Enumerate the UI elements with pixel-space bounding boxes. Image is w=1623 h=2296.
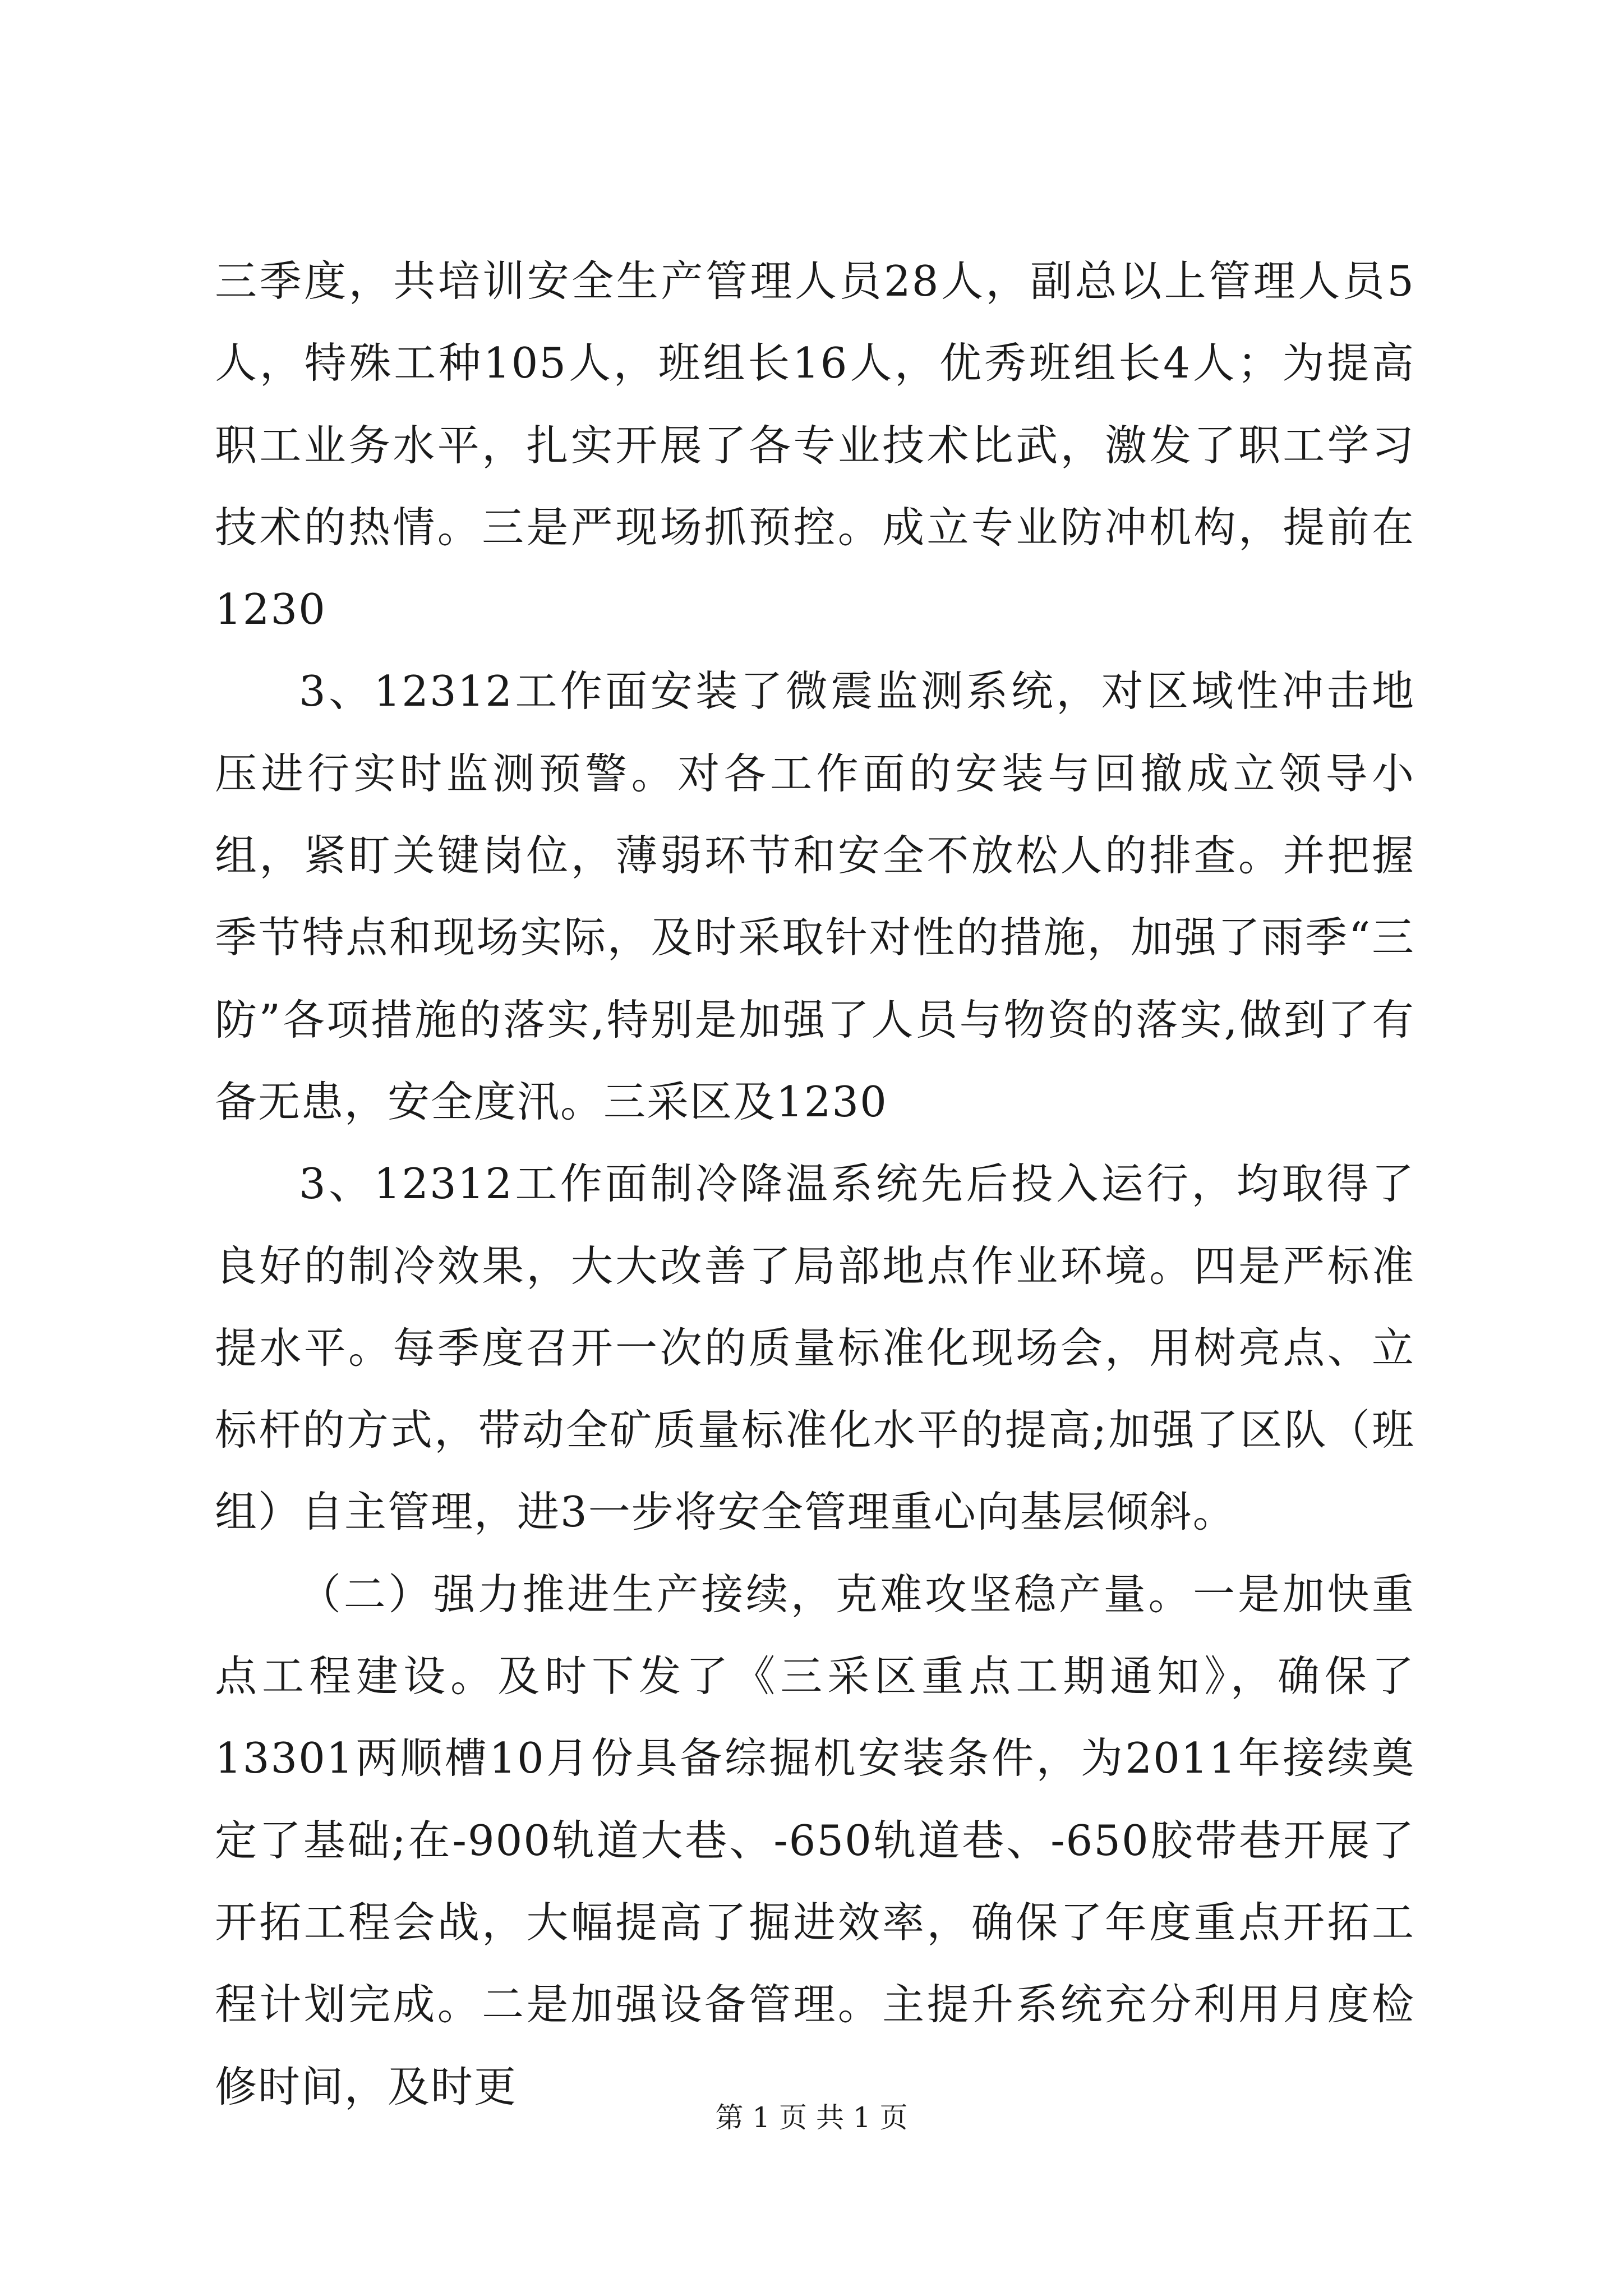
page-footer: 第 1 页 共 1 页 <box>715 2101 908 2134</box>
paragraph: 3、12312工作面制冷降温系统先后投入运行，均取得了良好的制冷效果，大大改善了局部地点作业环境。四是严标准提水平。每季度召开一次的质量标准化现场会，用树亮点、立标杆的方式，带动全矿质量标准化水平的提高;加强了区队（班组）自主管理，进3一步将安全管理重心向基层倾斜。 <box>215 1159 1415 1537</box>
paragraph: 三季度，共培训安全生产管理人员28人，副总以上管理人员5人，特殊工种105人，班组长16人，优秀班组长4人；为提高职工业务水平，扎实开展了各专业技术比武，激发了职工学习技术的热情。三是严现场抓预控。成立专业防冲机构，提前在1230 <box>215 256 1415 634</box>
paragraph: 3、12312工作面安装了微震监测系统，对区域性冲击地压进行实时监测预警。对各工作面的安装与回撤成立领导小组，紧盯关键岗位，薄弱环节和安全不放松人的排查。并把握季节特点和现场实际，及时采取针对性的措施，加强了雨季“三防”各项措施的落实,特别是加强了人员与物资的落实,做到了有备无患，安全度汛。三采区及1230 <box>215 666 1415 1126</box>
paragraph: （二）强力推进生产接续，克难攻坚稳产量。一是加快重点工程建设。及时下发了《三采区重点工期通知》，确保了13301两顺槽10月份具备综掘机安装条件，为2011年接续奠定了基础;在-900轨道大巷、-650轨道巷、-650胶带巷开展了开拓工程会战，大幅提高了掘进效率，确保了年度重点开拓工程计划完成。二是加强设备管理。主提升系统充分利用月度检修时间，及时更 <box>215 1569 1415 2111</box>
document-body <box>215 240 1415 2128</box>
